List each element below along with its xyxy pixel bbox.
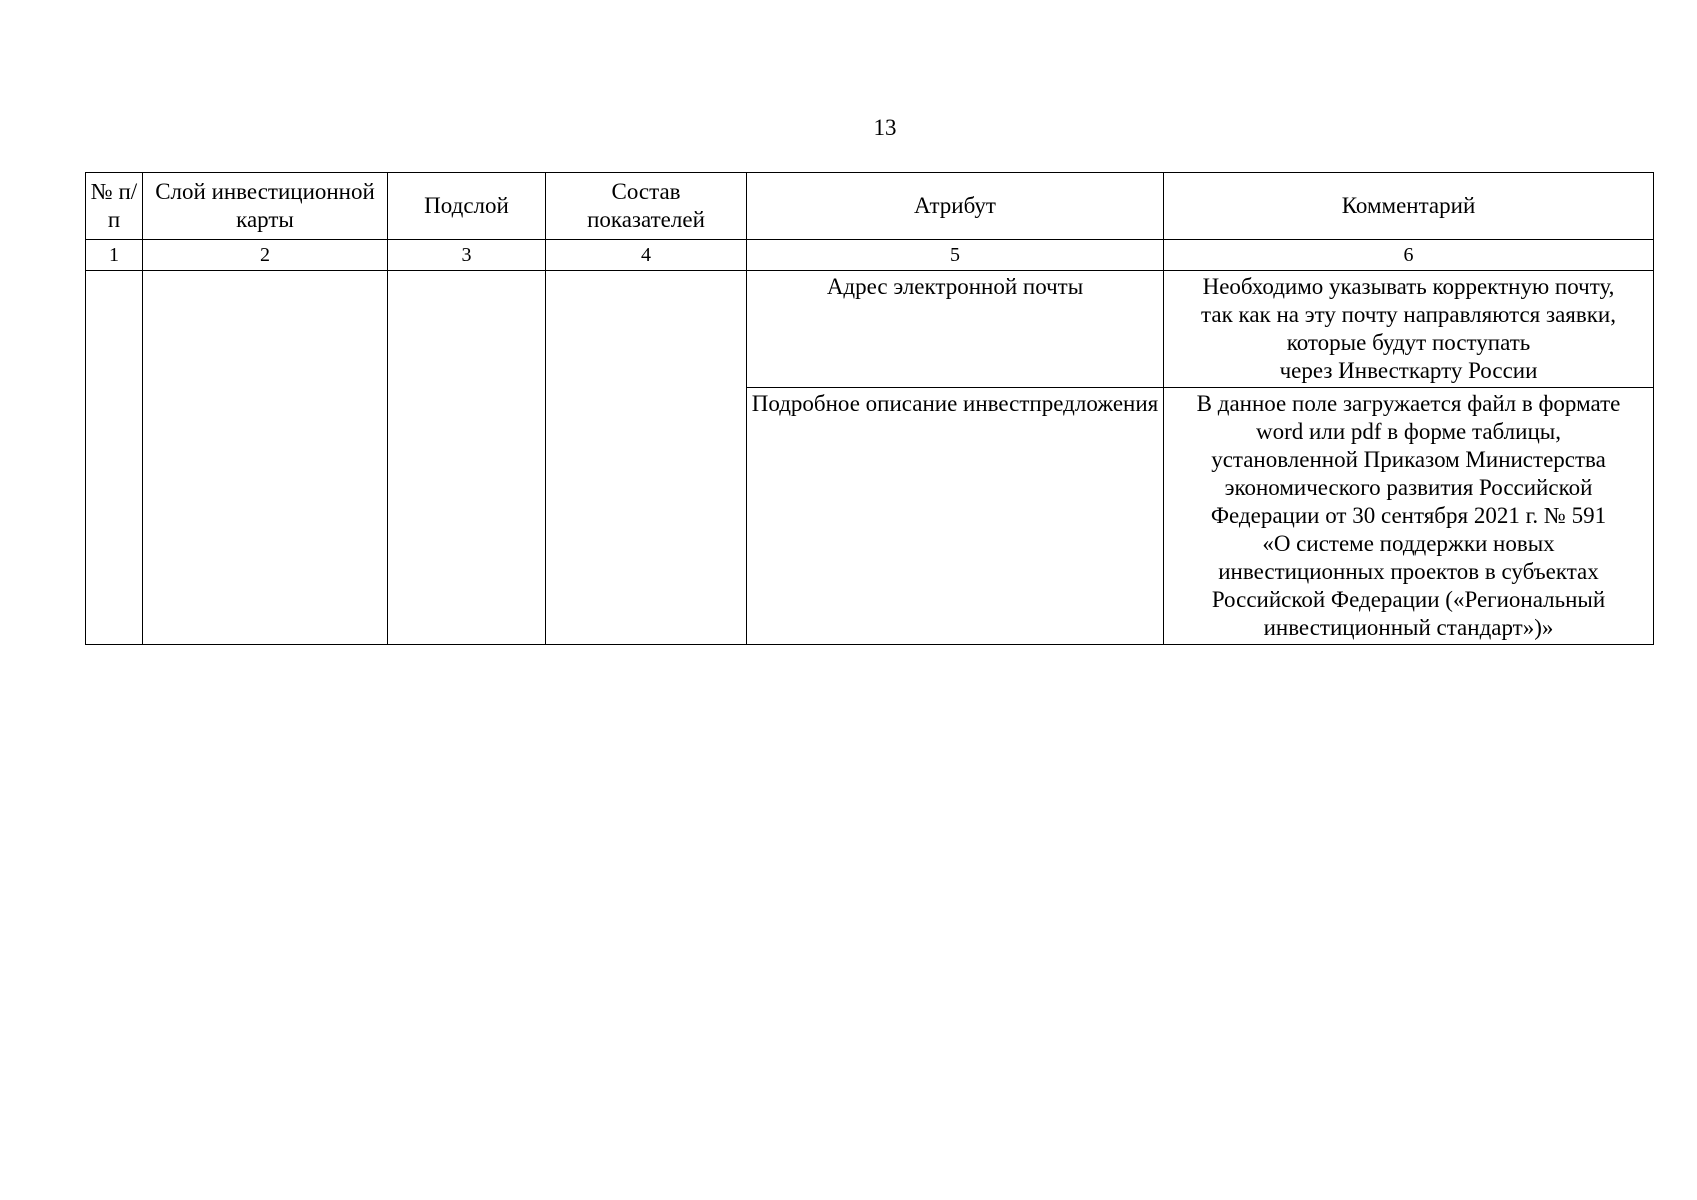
header-number: № п/п: [86, 173, 143, 240]
column-index: 5: [747, 240, 1164, 271]
page-number: 13: [873, 115, 897, 140]
column-index: 6: [1164, 240, 1654, 271]
cell-attribute: Адрес электронной почты: [747, 271, 1164, 388]
column-index: 3: [388, 240, 546, 271]
cell-comment: В данное поле загружается файл в формате word или pdf в форме таблицы, установленной Приказом Министерства экономического развития Российской Федерации от 30 сентября 2021 г. № 591 «О системе поддержки новых инвестиционных проектов в субъектах Российской Федерации («Региональный инвестиционный стандарт»)»: [1164, 388, 1654, 645]
header-attribute: Атрибут: [747, 173, 1164, 240]
header-comment: Комментарий: [1164, 173, 1654, 240]
cell-layer-empty: [143, 271, 388, 645]
cell-sublayer-empty: [388, 271, 546, 645]
header-layer: Слой инвестиционной карты: [143, 173, 388, 240]
header-sublayer: Подслой: [388, 173, 546, 240]
column-index: 2: [143, 240, 388, 271]
cell-number-empty: [86, 271, 143, 645]
cell-attribute: Подробное описание инвестпредложения: [747, 388, 1164, 645]
column-index: 4: [546, 240, 747, 271]
column-index: 1: [86, 240, 143, 271]
cell-indicators-empty: [546, 271, 747, 645]
table-row: [86, 271, 1654, 388]
investment-map-attributes-table: [85, 172, 1654, 645]
column-index-row: [86, 240, 1654, 271]
cell-comment: Необходимо указывать корректную почту, так как на эту почту направляются заявки, которые будут поступать через Инвесткарту России: [1164, 271, 1654, 388]
header-indicators: Состав показателей: [546, 173, 747, 240]
header-row: [86, 173, 1654, 240]
